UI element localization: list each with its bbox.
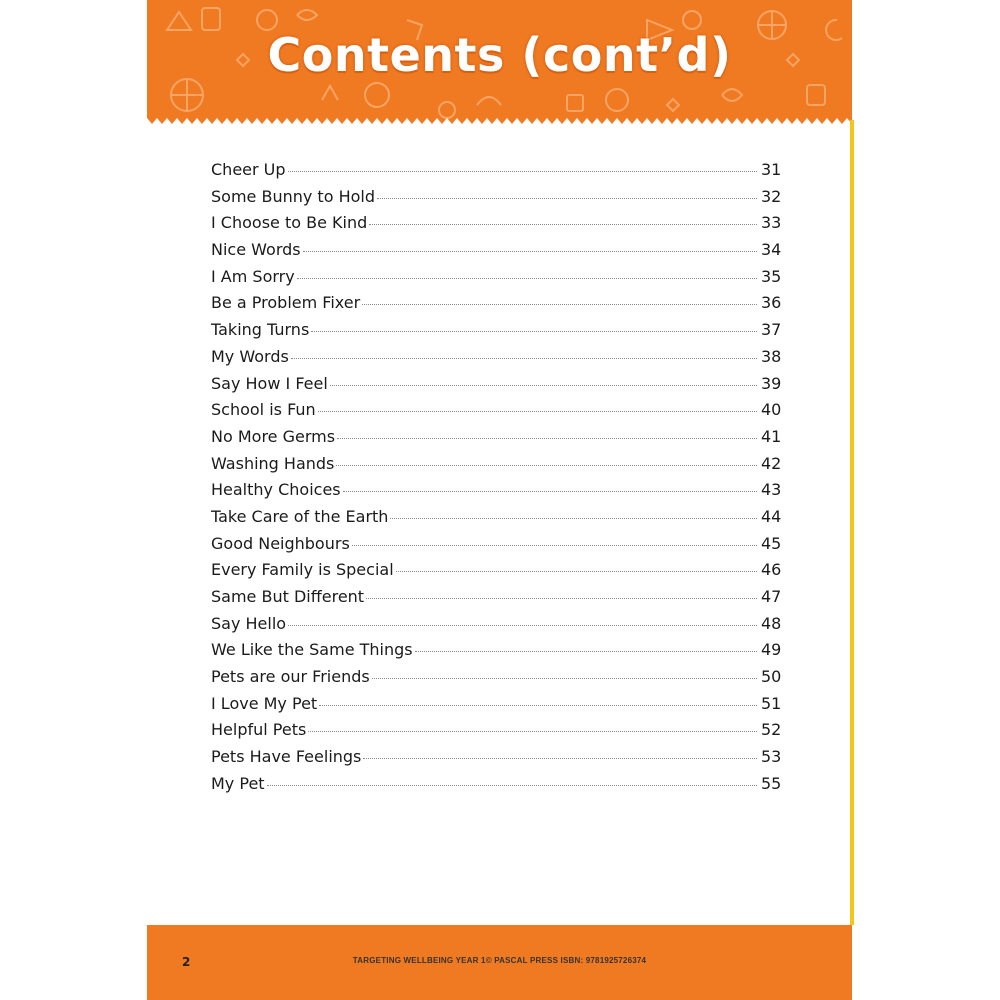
toc-entry-page: 32	[761, 186, 782, 206]
toc-entry	[211, 267, 787, 294]
toc-entry-page: 47	[761, 587, 782, 606]
toc-entry-page: 44	[761, 506, 782, 526]
toc-entry-page: 51	[761, 693, 782, 713]
table-of-contents	[211, 160, 787, 801]
toc-entry	[211, 480, 787, 507]
dot-leader	[352, 545, 757, 546]
page-title: Contents (cont’d)	[267, 28, 732, 82]
document-page	[147, 0, 852, 1000]
toc-entry-title: Cheer Up	[211, 160, 286, 179]
toc-entry	[211, 160, 787, 187]
toc-entry-page: 50	[761, 667, 782, 687]
toc-entry-page: 40	[761, 400, 782, 420]
toc-entry-page: 42	[761, 453, 782, 473]
toc-entry	[211, 640, 787, 667]
toc-entry-title: Washing Hands	[211, 453, 335, 473]
dot-leader	[372, 678, 757, 679]
toc-entry	[211, 187, 787, 214]
dot-leader	[337, 438, 757, 439]
dot-leader	[308, 731, 757, 732]
toc-entry-title: I Choose to Be Kind	[211, 213, 368, 233]
dot-leader	[415, 651, 757, 652]
toc-entry-title: Taking Turns	[211, 320, 310, 340]
toc-entry-page: 36	[761, 293, 782, 313]
zigzag-edge	[147, 110, 852, 125]
dot-leader	[288, 625, 757, 626]
page-edge-strip	[850, 120, 854, 925]
dot-leader	[303, 251, 757, 252]
toc-entry-page: 53	[761, 747, 782, 767]
toc-entry-page: 41	[761, 426, 782, 446]
toc-entry	[211, 774, 787, 801]
toc-entry-page: 43	[761, 480, 782, 500]
dot-leader	[363, 758, 757, 759]
toc-entry	[211, 720, 787, 747]
toc-entry-title: We Like the Same Things	[211, 640, 413, 660]
dot-leader	[377, 198, 757, 199]
dot-leader	[288, 171, 757, 172]
dot-leader	[369, 224, 757, 225]
footer-bar	[147, 925, 852, 1000]
toc-entry	[211, 240, 787, 267]
toc-entry-title: Take Care of the Earth	[211, 506, 389, 526]
toc-entry-title: Pets Have Feelings	[211, 747, 362, 767]
toc-entry-page: 55	[761, 773, 782, 793]
dot-leader	[366, 598, 757, 599]
toc-entry	[211, 694, 787, 721]
toc-entry	[211, 587, 787, 614]
dot-leader	[291, 358, 757, 359]
toc-entry	[211, 347, 787, 374]
toc-entry-page: 35	[761, 266, 782, 286]
dot-leader	[336, 465, 757, 466]
toc-entry	[211, 320, 787, 347]
toc-entry	[211, 213, 787, 240]
toc-entry-page: 52	[761, 720, 782, 740]
dot-leader	[319, 705, 757, 706]
dot-leader	[390, 518, 757, 519]
toc-entry-page: 49	[761, 640, 782, 660]
toc-entry-title: School is Fun	[211, 400, 316, 420]
toc-entry-page: 37	[761, 320, 782, 340]
toc-entry-title: Healthy Choices	[211, 480, 341, 500]
dot-leader	[318, 411, 757, 412]
toc-entry-page: 33	[761, 213, 782, 233]
dot-leader	[396, 571, 757, 572]
toc-entry-page: 34	[761, 240, 782, 260]
toc-entry-title: Good Neighbours	[211, 533, 350, 553]
toc-entry-title: Helpful Pets	[211, 720, 307, 740]
toc-entry-title: Nice Words	[211, 240, 301, 260]
toc-entry	[211, 747, 787, 774]
page-number: 2	[182, 955, 191, 969]
toc-entry-title: I Am Sorry	[211, 266, 295, 286]
toc-entry-page: 45	[761, 533, 782, 553]
toc-entry-page: 38	[761, 346, 782, 366]
toc-entry-title: No More Germs	[211, 426, 336, 446]
dot-leader	[343, 491, 757, 492]
toc-entry-title: My Pet	[211, 773, 265, 793]
toc-entry-page: 48	[761, 613, 782, 633]
toc-entry	[211, 534, 787, 561]
toc-entry-page: 31	[761, 160, 782, 179]
dot-leader	[362, 304, 757, 305]
toc-entry-title: Pets are our Friends	[211, 667, 370, 687]
toc-entry	[211, 667, 787, 694]
toc-entry-title: Say How I Feel	[211, 373, 328, 393]
toc-entry	[211, 507, 787, 534]
toc-entry-title: Every Family is Special	[211, 560, 394, 580]
toc-entry	[211, 374, 787, 401]
dot-leader	[311, 331, 757, 332]
toc-entry-title: Some Bunny to Hold	[211, 186, 375, 206]
toc-entry-page: 39	[761, 373, 782, 393]
toc-entry	[211, 400, 787, 427]
toc-entry	[211, 293, 787, 320]
toc-entry	[211, 454, 787, 481]
dot-leader	[330, 385, 757, 386]
footer-credit: TARGETING WELLBEING YEAR 1© PASCAL PRESS ISBN: 9781925726374	[352, 956, 647, 965]
dot-leader	[267, 785, 757, 786]
dot-leader	[297, 278, 757, 279]
toc-entry-title: I Love My Pet	[211, 693, 318, 713]
toc-entry-title: My Words	[211, 346, 289, 366]
toc-entry-title: Say Hello	[211, 613, 287, 633]
toc-entry-title: Be a Problem Fixer	[211, 293, 361, 313]
toc-entry	[211, 560, 787, 587]
toc-entry-page: 46	[761, 560, 782, 580]
header-banner	[147, 0, 852, 125]
toc-entry-title: Same But Different	[211, 587, 365, 606]
toc-entry	[211, 614, 787, 641]
toc-entry	[211, 427, 787, 454]
